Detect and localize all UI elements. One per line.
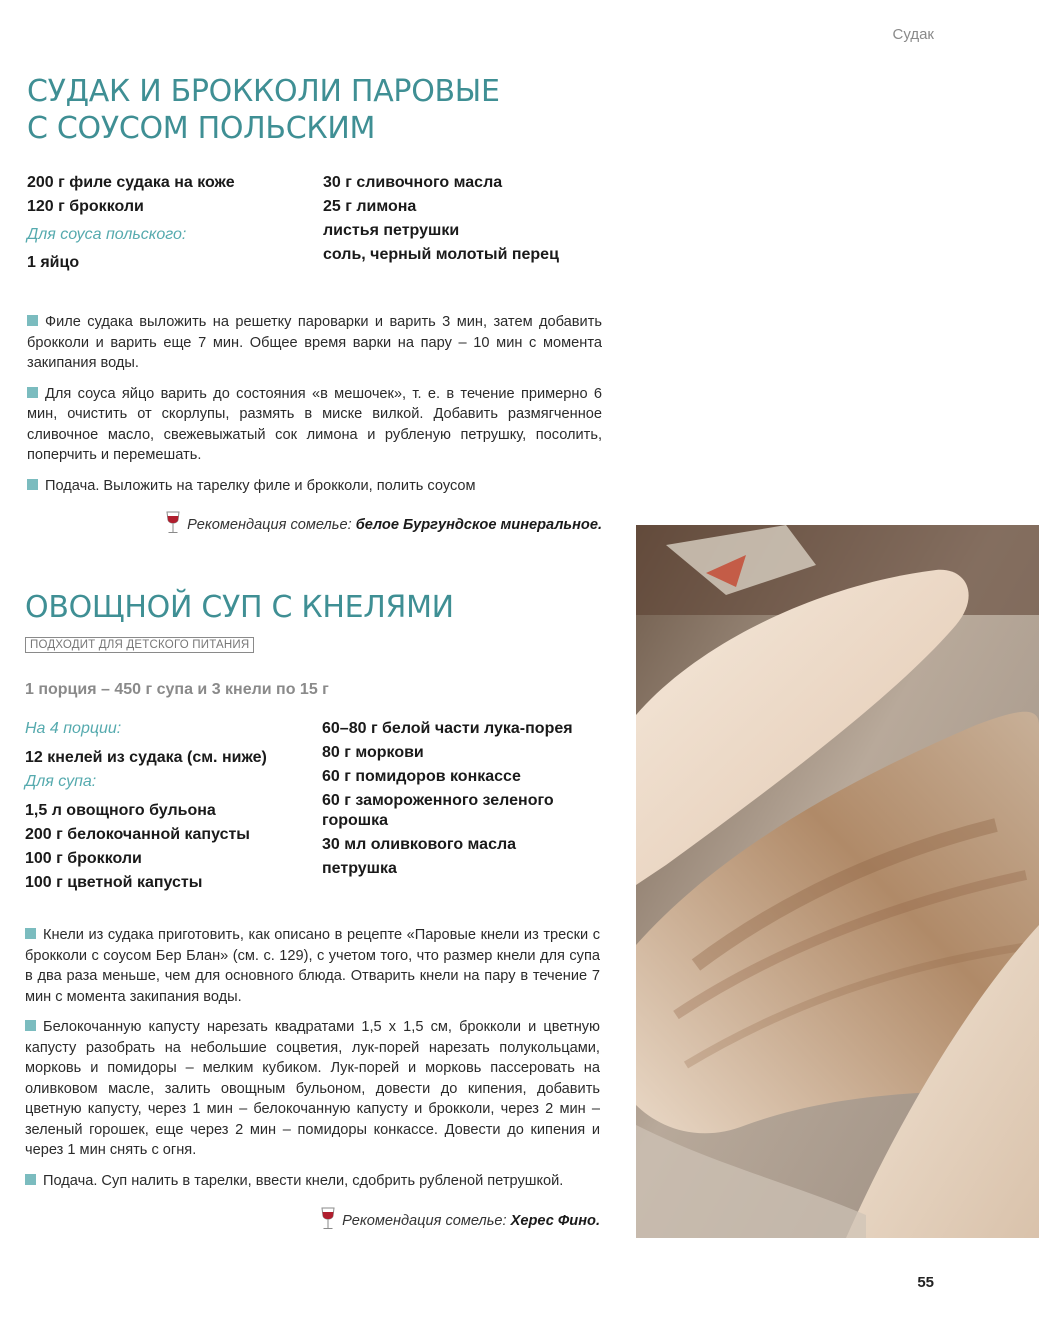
recipe1-title-line1: СУДАК И БРОККОЛИ ПАРОВЫЕ (27, 74, 500, 109)
ingredient: 12 кнелей из судака (см. ниже) (25, 749, 267, 766)
bullet-square-icon (27, 315, 38, 326)
fish-fillet-photo (636, 525, 1039, 1238)
recipe1-title (27, 73, 500, 147)
ingredient: 100 г брокколи (25, 850, 142, 867)
bullet-square-icon (25, 1020, 36, 1031)
ingredient: листья петрушки (323, 222, 460, 239)
kids-badge: ПОДХОДИТ ДЛЯ ДЕТСКОГО ПИТАНИЯ (25, 637, 254, 653)
ingredient: 120 г брокколи (27, 198, 144, 215)
recipe1-ingredients-right (323, 171, 613, 267)
page-number: 55 (917, 1274, 934, 1291)
sauce-subheader: Для соуса польского: (27, 226, 187, 243)
ingredient: 30 мл оливкового масла (322, 836, 517, 853)
ingredient: 100 г цветной капусты (25, 874, 203, 891)
ingredient: 60 г помидоров конкассе (322, 768, 521, 785)
sommelier-label: Рекомендация сомелье: (342, 1213, 507, 1229)
servings-subheader: На 4 порции: (25, 720, 122, 737)
ingredient: соль, черный молотый перец (323, 246, 559, 263)
recipe2-ingredients-right (322, 717, 602, 881)
sommelier-label: Рекомендация сомелье: (187, 517, 352, 533)
portion-info: 1 порция – 450 г супа и 3 кнели по 15 г (25, 681, 329, 698)
step: Кнели из судака приготовить, как описано в рецепте «Паровые кнели из трески с брокколи с соусом Бер Блан» (см. с. 129), с учетом того, что размер кнели для супа в два раза меньше, чем для основного блюда. Отварить кнели на пару в течение 7 мин с момента закипания воды. (25, 927, 600, 1005)
bullet-square-icon (25, 928, 36, 939)
step: Для соуса яйцо варить до состояния «в мешочек», т. е. в течение примерно 6 мин, очистить от скорлупы, размять в миске вилкой. Добавить размягченное сливочное масло, свежевыжатый сок лимона и рубленую петрушку, посолить, поперчить и перемешать. (27, 385, 602, 463)
ingredient: 1 яйцо (27, 254, 80, 271)
step: Подача. Суп налить в тарелки, ввести кнели, сдобрить рубленой петрушкой. (25, 1171, 600, 1192)
ingredient: 25 г лимона (323, 198, 417, 215)
ingredient: 200 г филе судака на коже (27, 174, 235, 191)
ingredient: петрушка (322, 860, 397, 877)
recipe1-sommelier (165, 511, 602, 535)
bullet-square-icon (25, 1174, 36, 1185)
fish-fillet-photo-illustration (636, 525, 1039, 1238)
recipe2-steps (25, 925, 600, 1201)
recipe1-steps (27, 312, 602, 506)
ingredient: 30 г сливочного масла (323, 174, 503, 191)
recipe2-ingredients-left (25, 717, 310, 895)
ingredient: 60–80 г белой части лука-порея (322, 720, 573, 737)
step: Филе судака выложить на решетку пароварки и варить 3 мин, затем добавить брокколи и варить еще 7 мин. Общее время варки на пару – 10 мин с момента закипания воды. (27, 314, 602, 371)
wine-glass-icon (165, 511, 181, 535)
recipe1-title-line2: С СОУСОМ ПОЛЬСКИМ (27, 111, 376, 146)
ingredient: 200 г белокочанной капусты (25, 826, 250, 843)
running-head: Судак (892, 26, 934, 43)
ingredient: 1,5 л овощного бульона (25, 802, 216, 819)
ingredient: 60 г замороженного зеленого горошка (322, 792, 554, 829)
recipe2-title: ОВОЩНОЙ СУП С КНЕЛЯМИ (25, 590, 454, 625)
bullet-square-icon (27, 479, 38, 490)
sommelier-value: Херес Фино. (510, 1213, 600, 1229)
bullet-square-icon (27, 387, 38, 398)
recipe1-ingredients-left (27, 171, 307, 275)
wine-glass-icon (320, 1207, 336, 1231)
soup-subheader: Для супа: (25, 773, 97, 790)
ingredient: 80 г моркови (322, 744, 424, 761)
recipe2-sommelier (320, 1207, 600, 1231)
step: Подача. Выложить на тарелку филе и брокколи, полить соусом (27, 476, 602, 497)
sommelier-value: белое Бургундское минеральное. (355, 517, 602, 533)
step: Белокочанную капусту нарезать квадратами 1,5 x 1,5 см, брокколи и цветную капусту разобрать на небольшие соцветия, лук-порей нарезать полукольцами, морковь и помидоры – мелким кубиком. Лук-порей и морковь пассеровать на оливковом масле, залить овощным бульоном, довести до кипения, добавить цветную капусту, через 1 мин – белокочанную капусту и брокколи, через 2 мин – зеленый горошек, еще через 2 мин – помидоры конкассе. Довести до кипения и через 1 мин снять с огня. (25, 1019, 600, 1158)
